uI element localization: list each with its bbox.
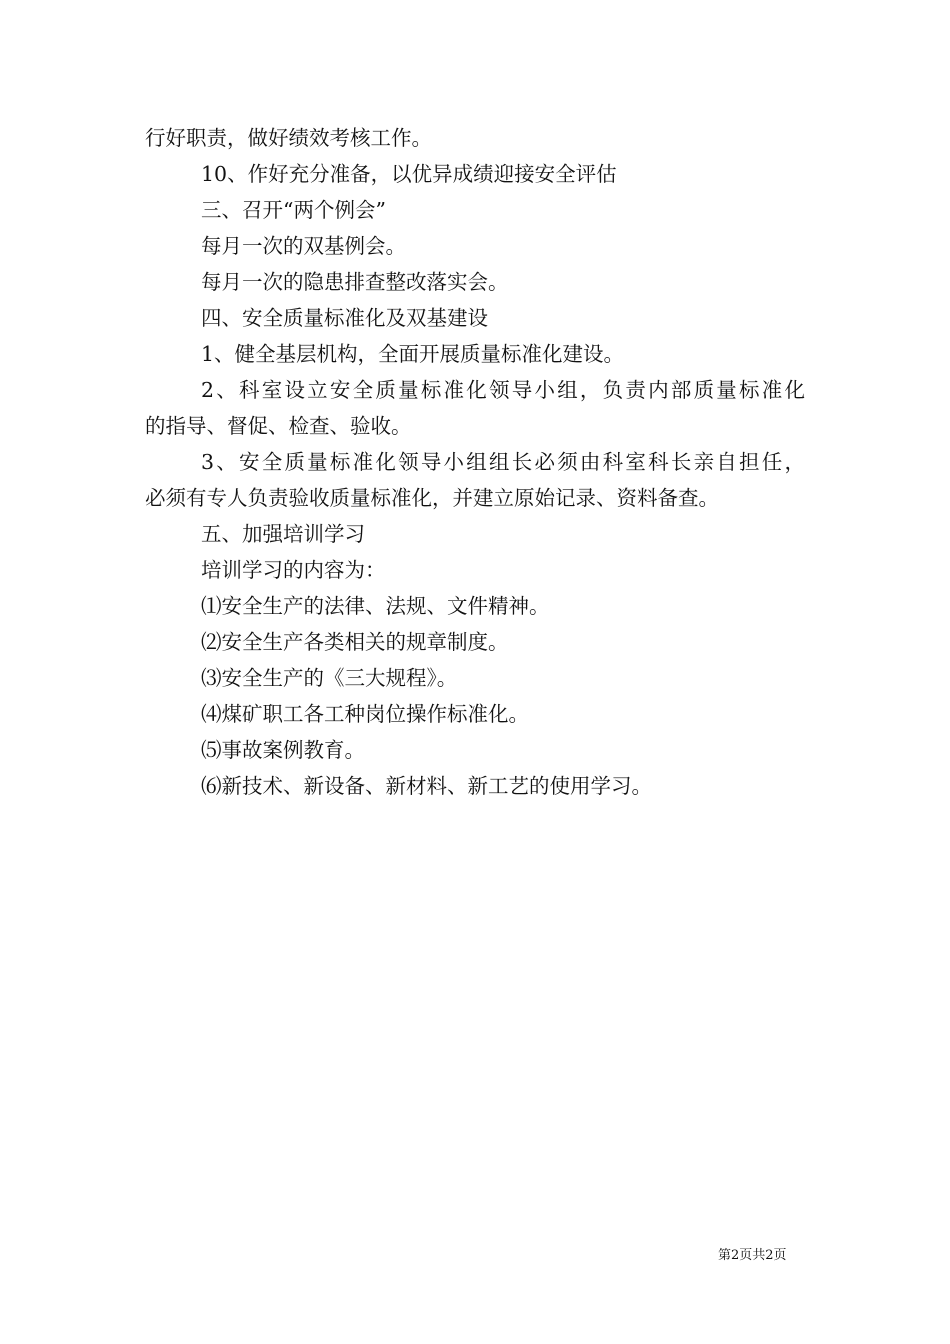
- page-number: 第2页共2页: [718, 1248, 787, 1263]
- text-line: 必须有专人负责验收质量标准化，并建立原始记录、资料备查。: [145, 486, 719, 510]
- text-line: 2、科室设立安全质量标准化领导小组，负责内部质量标准化: [201, 378, 805, 402]
- section-heading: 五、加强培训学习: [201, 522, 365, 546]
- text-line: 3、安全质量标准化领导小组组长必须由科室科长亲自担任，: [201, 450, 805, 474]
- text-line: 每月一次的隐患排查整改落实会。: [201, 270, 509, 294]
- text-line: 10、作好充分准备，以优异成绩迎接安全评估: [201, 162, 617, 186]
- list-item: ⑴安全生产的法律、法规、文件精神。: [201, 594, 550, 618]
- section-heading: 三、召开“两个例会”: [201, 198, 386, 222]
- text-line: 1、健全基层机构，全面开展质量标准化建设。: [201, 342, 625, 366]
- list-item: ⑸事故案例教育。: [201, 738, 365, 762]
- text-line: 的指导、督促、检查、验收。: [145, 414, 412, 438]
- section-heading: 四、安全质量标准化及双基建设: [201, 306, 488, 330]
- list-item: ⑵安全生产各类相关的规章制度。: [201, 630, 509, 654]
- list-item: ⑹新技术、新设备、新材料、新工艺的使用学习。: [201, 774, 652, 798]
- list-item: ⑷煤矿职工各工种岗位操作标准化。: [201, 702, 529, 726]
- text-line: 每月一次的双基例会。: [201, 234, 406, 258]
- list-item: ⑶安全生产的《三大规程》。: [201, 666, 458, 690]
- text-line: 培训学习的内容为：: [201, 558, 386, 582]
- text-line: 行好职责，做好绩效考核工作。: [145, 126, 432, 150]
